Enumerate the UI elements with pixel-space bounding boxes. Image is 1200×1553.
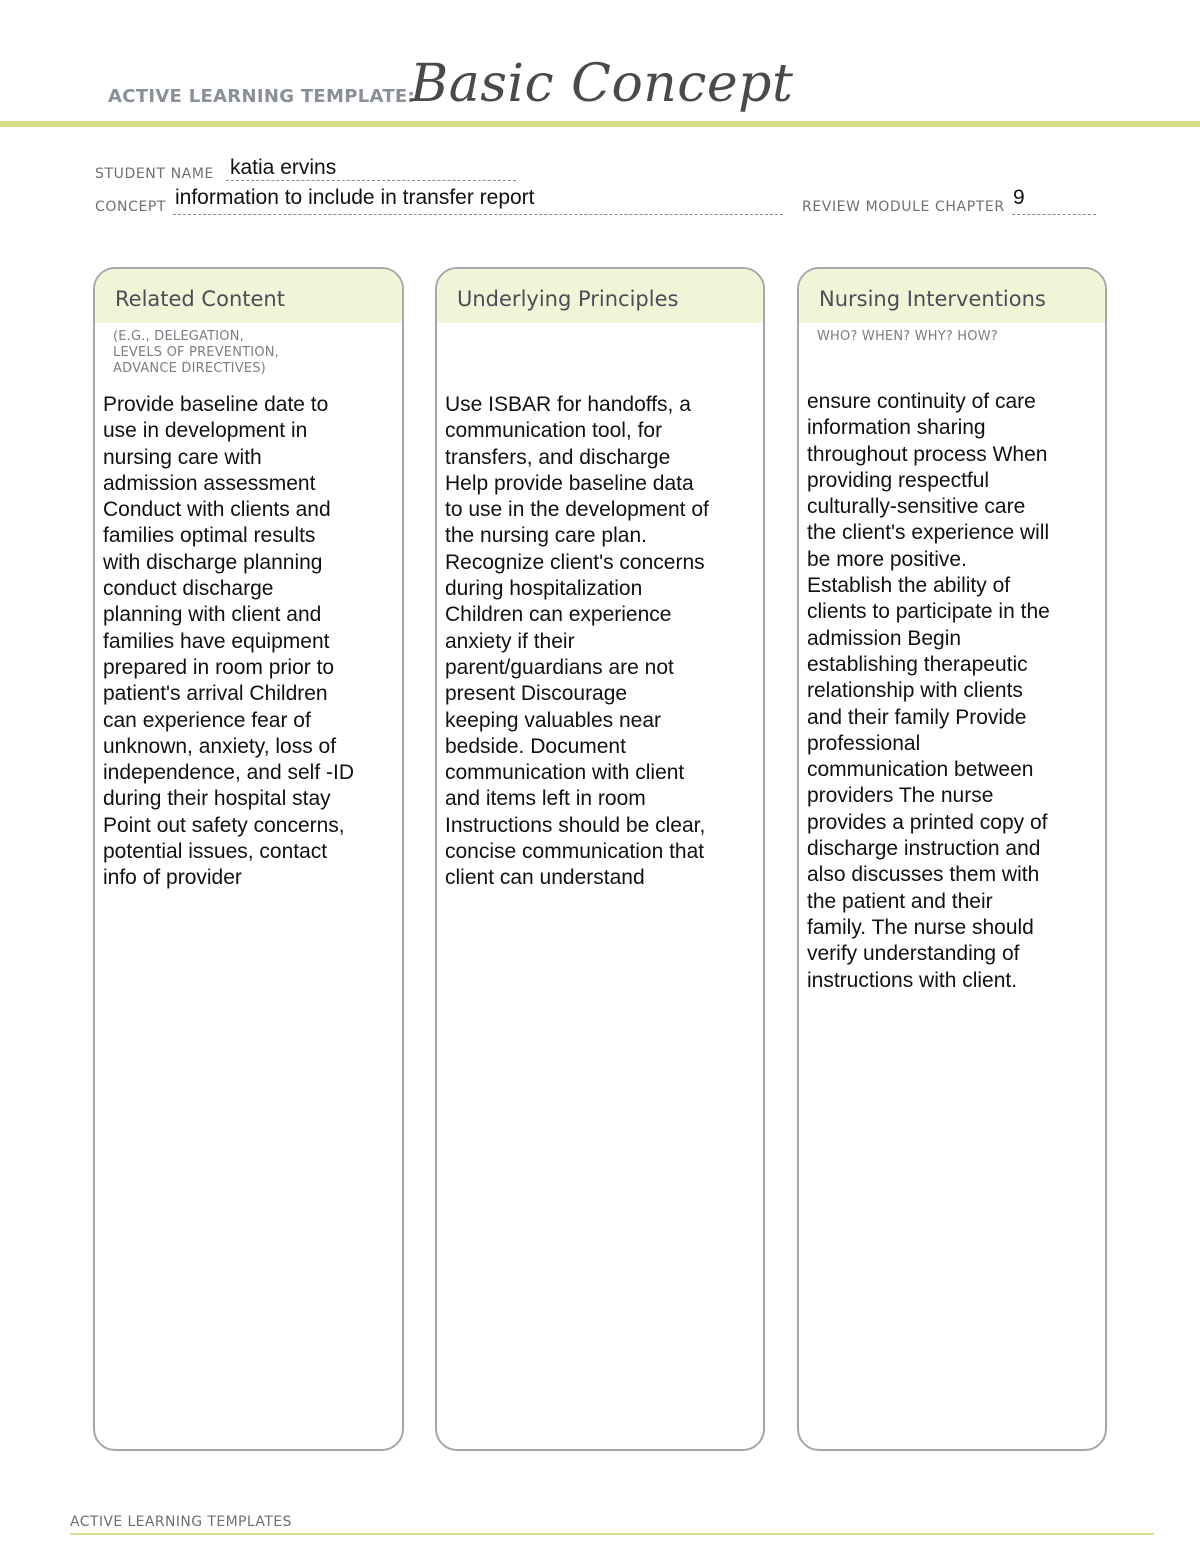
panel-header: [799, 269, 1105, 323]
panel-body-text[interactable]: ensure continuity of care information sharing throughout process When providing respectful culturally-sensitive care the client's experience will be more positive. Establish the ability of clients to participate in the admission Begin establishing therapeutic relationship with clients and their family Provide professional communication between providers The nurse provides a printed copy of discharge instruction and also discusses them with the patient and their family. The nurse should verify understanding of instructions with client.: [807, 390, 1050, 992]
panel-header: [95, 269, 402, 323]
panel-body-text[interactable]: Use ISBAR for handoffs, a communication tool, for transfers, and discharge Help provide baseline data to use in the development of the nursing care plan. Recognize client's concerns during hospitalization Children can experience anxiety if their parent/guardians are not present Discourage keeping valuables near bedside. Document communication with client and items left in room Instructions should be clear, concise communication that client can understand: [445, 393, 709, 890]
panel-underlying-principles: [435, 267, 765, 1451]
concept-value[interactable]: information to include in transfer report: [175, 186, 535, 209]
panel-title: Underlying Principles: [457, 287, 679, 311]
header-divider: [0, 121, 1200, 127]
panel-hint: WHO? WHEN? WHY? HOW?: [817, 329, 998, 344]
review-chapter-value[interactable]: 9: [1013, 186, 1025, 209]
panel-nursing-interventions: [797, 267, 1107, 1451]
review-chapter-label: REVIEW MODULE CHAPTER: [802, 199, 1005, 215]
panel-hint: (E.G., DELEGATION, LEVELS OF PREVENTION, ADVANCE DIRECTIVES): [113, 329, 280, 376]
template-label: ACTIVE LEARNING TEMPLATE:: [108, 86, 415, 107]
student-name-value[interactable]: katia ervins: [230, 156, 337, 179]
template-title: Basic Concept: [410, 54, 794, 114]
concept-label: CONCEPT: [95, 199, 167, 215]
panel-title: Nursing Interventions: [819, 287, 1046, 311]
panel-title: Related Content: [115, 287, 285, 311]
student-name-label: STUDENT NAME: [95, 166, 214, 182]
panel-header: [437, 269, 763, 323]
panel-body-text[interactable]: Provide baseline date to use in development in nursing care with admission assessment Conduct with clients and families optimal results with discharge planning conduct discharge planning with client and families have equipment prepared in room prior to patient's arrival Children can experience fear of unknown, anxiety, loss of independence, and self -ID during their hospital stay Point out safety concerns, potential issues, contact info of provider: [103, 393, 355, 890]
footer-divider: [70, 1533, 1154, 1535]
panel-related-content: [93, 267, 404, 1451]
footer-label: ACTIVE LEARNING TEMPLATES: [70, 1514, 292, 1530]
